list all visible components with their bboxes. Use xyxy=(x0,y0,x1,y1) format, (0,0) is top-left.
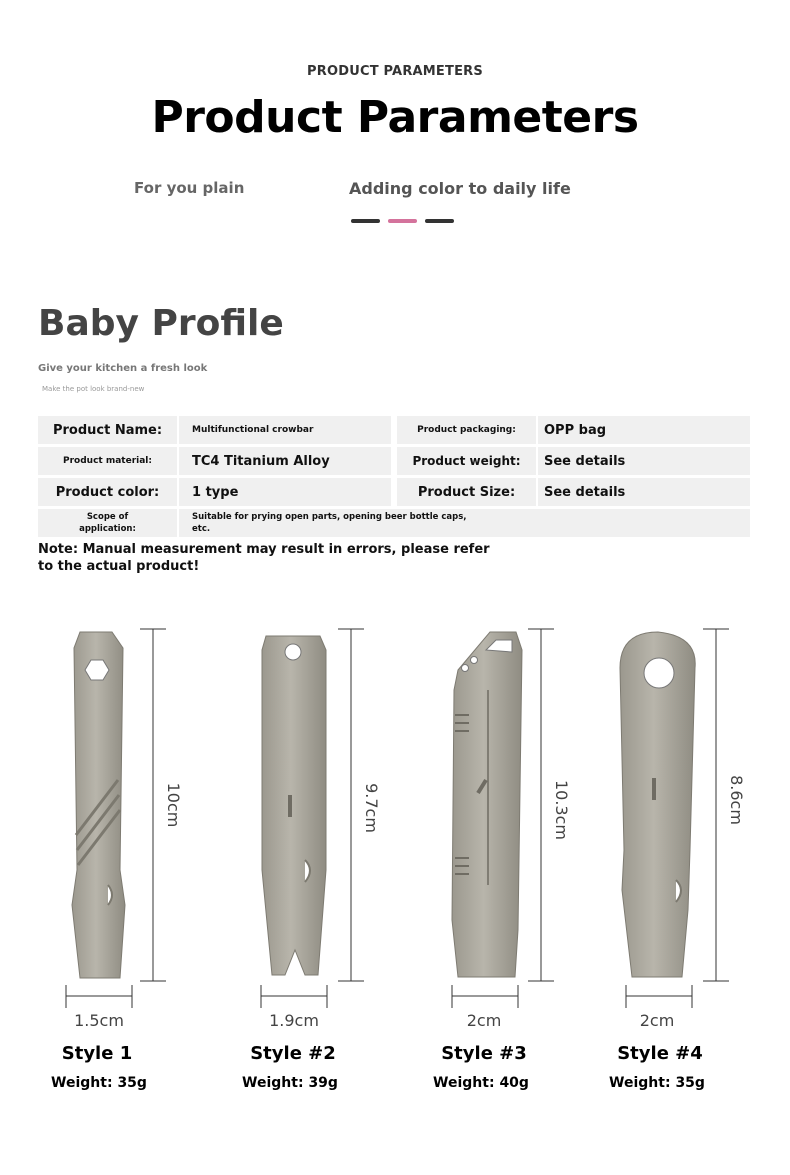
style-4-length: 8.6cm xyxy=(727,775,746,825)
style-1-width: 1.5cm xyxy=(74,1011,124,1030)
profile-subtitle-small: Make the pot look brand-new xyxy=(42,385,145,393)
style-3-weight: Weight: 40g xyxy=(433,1075,529,1091)
divider-dark xyxy=(351,219,380,223)
style-2-tool-image xyxy=(261,629,364,1008)
tagline-right: Adding color to daily life xyxy=(349,179,571,198)
material-value: TC4 Titanium Alloy xyxy=(179,447,391,475)
style-4-tool-image xyxy=(620,629,729,1008)
style-1-length: 10cm xyxy=(164,782,183,828)
size-label: Product Size: xyxy=(397,478,536,506)
eyebrow-label: PRODUCT PARAMETERS xyxy=(307,64,483,79)
color-value: 1 type xyxy=(179,478,391,506)
size-value: See details xyxy=(538,478,750,506)
color-label: Product color: xyxy=(38,478,177,506)
packaging-value: OPP bag xyxy=(538,416,750,444)
scope-label: Scope of application: xyxy=(38,509,177,537)
scope-value: Suitable for prying open parts, opening beer bottle caps, etc. xyxy=(179,509,750,537)
style-3-name: Style #3 xyxy=(441,1043,527,1064)
weight-label: Product weight: xyxy=(397,447,536,475)
packaging-label: Product packaging: xyxy=(397,416,536,444)
style-1-weight: Weight: 35g xyxy=(51,1075,147,1091)
style-3-length: 10.3cm xyxy=(552,779,571,841)
tagline-left: For you plain xyxy=(134,179,245,197)
style-2-width: 1.9cm xyxy=(269,1011,319,1030)
divider-dark xyxy=(425,219,454,223)
style-1-name: Style 1 xyxy=(61,1043,133,1064)
product-name-value: Multifunctional crowbar xyxy=(179,416,391,444)
page-title: Product Parameters xyxy=(151,92,639,143)
material-label: Product material: xyxy=(38,447,177,475)
weight-value: See details xyxy=(538,447,750,475)
measurement-note: Note: Manual measurement may result in errors, please refer to the actual product! xyxy=(38,542,490,574)
profile-subtitle: Give your kitchen a fresh look xyxy=(38,363,208,374)
style-4-name: Style #4 xyxy=(617,1043,703,1064)
product-name-label: Product Name: xyxy=(38,416,177,444)
style-4-weight: Weight: 35g xyxy=(609,1075,705,1091)
style-2-weight: Weight: 39g xyxy=(242,1075,338,1091)
style-2-name: Style #2 xyxy=(250,1043,336,1064)
divider-pink xyxy=(388,219,417,223)
style-1-tool-image xyxy=(66,629,166,1008)
style-4-width: 2cm xyxy=(639,1011,675,1030)
product-illustrations xyxy=(0,610,790,1035)
profile-title: Baby Profile xyxy=(38,303,284,344)
style-3-width: 2cm xyxy=(466,1011,502,1030)
style-2-length: 9.7cm xyxy=(362,783,381,833)
style-3-tool-image xyxy=(452,629,554,1008)
